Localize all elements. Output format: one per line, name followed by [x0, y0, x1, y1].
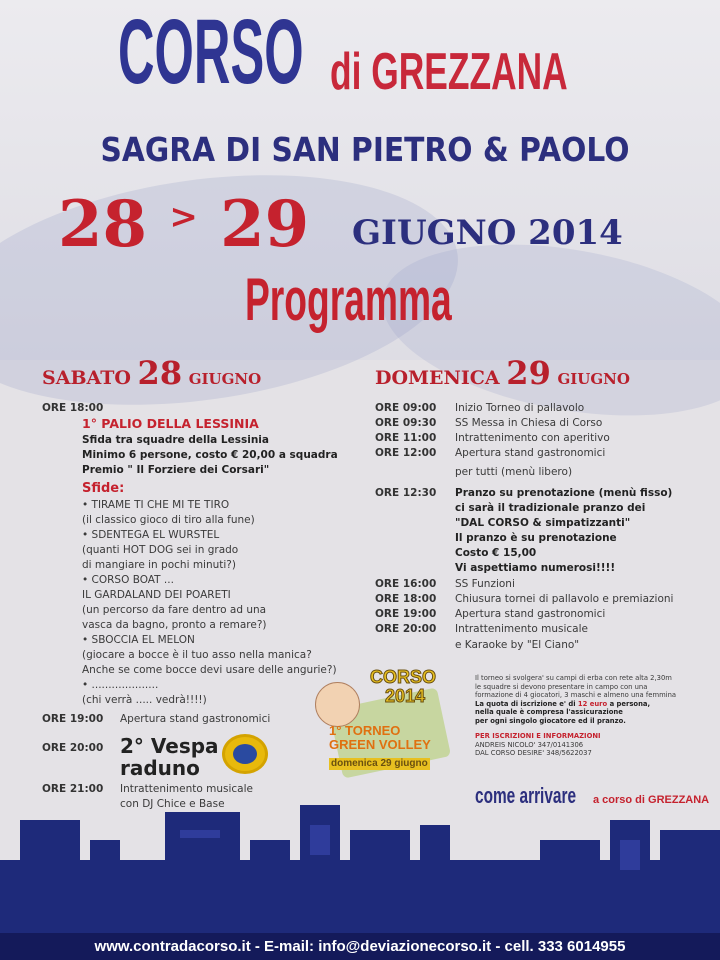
footer-contact: www.contradacorso.it - E-mail: info@deviazionecorso.it - cell. 333 6014955: [0, 933, 720, 960]
badge-date: domenica 29 giugno: [331, 758, 428, 769]
vespa-raduno: [120, 735, 219, 779]
fee-line: [475, 700, 676, 709]
contacts: [475, 741, 676, 758]
text-line: "DAL CORSO & simpatizzanti": [455, 517, 631, 529]
day-name: SABATO: [42, 367, 131, 389]
text-line: • TIRAME TI CHE MI TE TIRO: [82, 499, 230, 511]
time: ORE 19:00: [375, 608, 437, 620]
text-line: (un percorso da fare dentro ad una: [82, 604, 267, 616]
event: Intrattenimento con aperitivo: [455, 432, 610, 444]
schedule-row: [375, 577, 673, 592]
fee-post: a persona,: [607, 699, 651, 708]
text-line: (chi verrà ..... vedrà!!!!): [82, 694, 207, 706]
time: ORE 18:00: [42, 402, 104, 414]
text-line: Premio " Il Forziere dei Corsari": [82, 464, 270, 476]
fee-amount: 12 euro: [577, 699, 608, 708]
day-num: 29: [506, 354, 551, 392]
event: Apertura stand gastronomici: [455, 608, 606, 620]
badge-line: 1° TORNEO: [329, 723, 401, 738]
tournament-info: [475, 674, 676, 758]
directions-title: come arrivare: [475, 783, 577, 808]
day-month: GIUGNO: [188, 370, 262, 388]
schedule-row: [375, 431, 610, 446]
text-line: ANDREIS NICOLO' 347/0141306: [475, 740, 584, 749]
text-line: di mangiare in pochi minuti?): [82, 559, 236, 571]
time: ORE 09:30: [375, 417, 437, 429]
text-line: (giocare a bocce è il tuo asso nella manica?: [82, 649, 312, 661]
subtitle: SAGRA DI SAN PIETRO & PAOLO: [100, 130, 630, 169]
text-line: ci sarà il tradizionale pranzo dei: [455, 502, 646, 514]
badge-line: GREEN VOLLEY: [329, 737, 431, 752]
event-line: Intrattenimento musicale: [120, 783, 253, 795]
time: ORE 20:00: [375, 623, 437, 635]
event: Inizio Torneo di pallavolo: [455, 402, 585, 414]
time: ORE 11:00: [375, 432, 437, 444]
badge-title: CORSO: [370, 667, 437, 687]
text-line: (il classico gioco di tiro alla fune): [82, 514, 255, 526]
sfide-label: Sfide:: [82, 481, 125, 496]
day-month: GIUGNO: [557, 370, 630, 388]
lunch-note: per tutti (menù libero): [455, 466, 573, 478]
day-name: DOMENICA: [375, 367, 500, 389]
fee-lines: [475, 708, 676, 725]
text-line: (quanti HOT DOG sei in grado: [82, 544, 239, 556]
event: Intrattenimento musicale: [455, 623, 588, 635]
palio-details: [82, 433, 338, 478]
schedule-row: [375, 592, 673, 607]
palio-title: 1° PALIO DELLA LESSINIA: [82, 416, 259, 431]
date-separator: >: [169, 197, 198, 237]
text-line: per ogni singolo giocatore ed il pranzo.: [475, 716, 626, 725]
date-to: 29: [220, 187, 310, 262]
text-line: IL GARDALAND DEI POARETI: [82, 589, 231, 601]
event: Apertura stand gastronomici: [120, 713, 271, 725]
badge-year: 2014: [385, 686, 426, 706]
vespa-club-logo: [222, 734, 268, 774]
text-line: • CORSO BOAT ...: [82, 574, 174, 586]
schedule-row: [375, 607, 673, 622]
schedule-row: [375, 446, 610, 461]
text-line: Pranzo su prenotazione (menù fisso): [455, 487, 673, 499]
info-lines: [475, 674, 676, 700]
event: SS Funzioni: [455, 578, 515, 590]
text-line: nella quale è compresa l'assicurazione: [475, 708, 623, 716]
fee-pre: La quota di iscrizione e' di: [475, 699, 578, 708]
program-heading: Programma: [245, 266, 452, 333]
event-line: 2° Vespa: [120, 734, 219, 758]
time: ORE 20:00: [42, 742, 104, 754]
karaoke: e Karaoke by "El Ciano": [455, 639, 580, 651]
title-corso: CORSO: [118, 1, 304, 103]
schedule-row: [375, 622, 673, 637]
sunday-heading: [375, 354, 630, 392]
text-line: • SDENTEGA EL WURSTEL: [82, 529, 220, 541]
text-line: Anche se come bocce devi usare delle angurie?): [82, 664, 337, 676]
title-grezzana: di GREZZANA: [330, 43, 568, 101]
text-line: formazione di 4 giocatori, 3 maschi e almeno una femmina: [475, 691, 677, 699]
event: SS Messa in Chiesa di Corso: [455, 417, 603, 429]
badge-text: [329, 724, 431, 752]
time: ORE 09:00: [375, 402, 437, 414]
text-line: vasca da bagno, pronto a remare?): [82, 619, 267, 631]
month-year: GIUGNO 2014: [352, 213, 623, 253]
event-line: raduno: [120, 756, 200, 780]
text-line: DAL CORSO DESIRE' 348/5622037: [475, 749, 592, 757]
event: Chiusura tornei di pallavolo e premiazioni: [455, 593, 674, 605]
text-line: Minimo 6 persone, costo € 20,00 a squadra: [82, 449, 338, 461]
directions-sub: a corso di GREZZANA: [593, 794, 710, 806]
time: ORE 12:00: [375, 447, 437, 459]
city-skyline: [0, 800, 720, 940]
sunday-schedule-morning: [375, 401, 610, 461]
event: Apertura stand gastronomici: [455, 447, 606, 459]
contacts-title: PER ISCRIZIONI E INFORMAZIONI: [475, 732, 601, 740]
time: ORE 16:00: [375, 578, 437, 590]
text-line: Vi aspettiamo numerosi!!!!: [455, 562, 616, 574]
event-line: con DJ Chice e Base: [120, 798, 225, 810]
time: ORE 12:30: [375, 487, 437, 499]
time: ORE 18:00: [375, 593, 437, 605]
day-num: 28: [137, 354, 183, 392]
text-line: • SBOCCIA EL MELON: [82, 634, 195, 646]
schedule-row: [375, 416, 610, 431]
time: ORE 21:00: [42, 783, 104, 795]
text-line: Il torneo si svolgera' su campi di erba con rete alta 2,30m: [475, 674, 672, 682]
sfide-list: [82, 498, 337, 708]
text-line: Costo € 15,00: [455, 547, 537, 559]
sunday-schedule-afternoon: [375, 577, 673, 637]
date-from: 28: [58, 187, 148, 262]
text-line: Sfida tra squadre della Lessinia: [82, 434, 269, 446]
text-line: • ....................: [82, 679, 159, 691]
text-line: le squadre si devono presentare in campo con una: [475, 682, 648, 691]
green-volley-badge: [315, 668, 465, 788]
dates: [58, 187, 310, 262]
saturday-heading: [42, 354, 262, 392]
schedule-row: [375, 401, 610, 416]
time: ORE 19:00: [42, 713, 104, 725]
lunch-details: [455, 486, 672, 576]
text-line: Il pranzo è su prenotazione: [455, 532, 617, 544]
